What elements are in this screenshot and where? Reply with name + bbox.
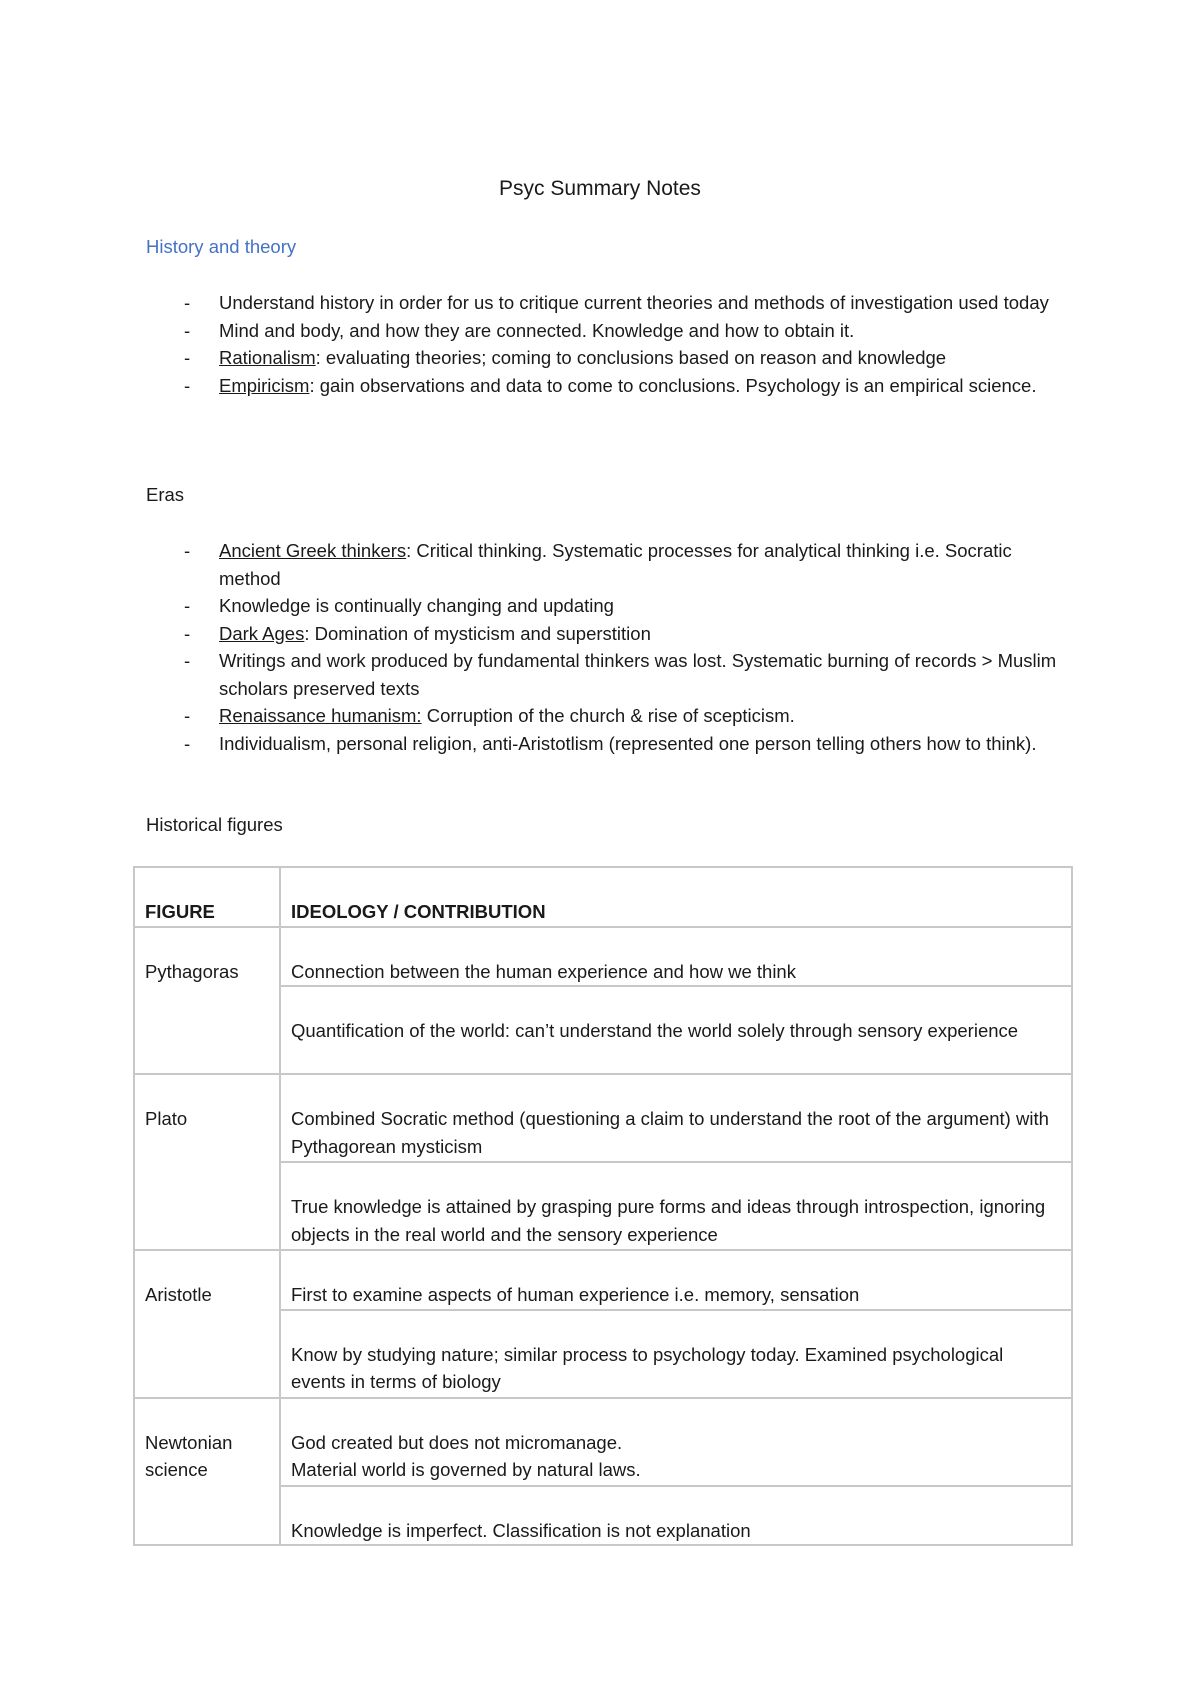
table-header-row: [134, 867, 1072, 927]
contribution-cell: Connection between the human experience and how we think: [280, 927, 1072, 987]
contribution-cell: Quantification of the world: can’t understand the world solely through sensory experience: [280, 986, 1072, 1074]
list-item: - Rationalism: evaluating theories; coming to conclusions based on reason and knowledge: [184, 347, 947, 368]
table-row: [134, 1250, 1072, 1310]
eras-list: [146, 537, 1066, 757]
contribution-cell: First to examine aspects of human experience i.e. memory, sensation: [280, 1250, 1072, 1310]
history-list: [146, 289, 1066, 399]
figure-name: Aristotle: [134, 1250, 280, 1398]
term-empiricism: Empiricism: [219, 374, 310, 396]
term-dark-ages: Dark Ages: [219, 622, 305, 644]
figures-table: [133, 866, 1073, 1546]
list-item: - Dark Ages: Domination of mysticism and superstition: [184, 622, 651, 644]
list-item: - Ancient Greek thinkers: Critical thinking. Systematic processes for analytical thinking i.e. Socratic method: [184, 540, 1012, 589]
list-item: - Knowledge is continually changing and updating: [184, 595, 614, 616]
contribution-cell: True knowledge is attained by grasping pure forms and ideas through introspection, ignoring objects in the real world and the sensory experience: [280, 1162, 1072, 1250]
contribution-cell: Know by studying nature; similar process to psychology today. Examined psychological events in terms of biology: [280, 1310, 1072, 1398]
section-heading-history: History and theory: [146, 236, 297, 257]
figure-name: Newtonian science: [134, 1398, 280, 1546]
list-item: - Empiricism: gain observations and data to come to conclusions. Psychology is an empirical science.: [184, 374, 1037, 396]
table-row: [134, 1398, 1072, 1486]
header-figure: FIGURE: [134, 867, 280, 927]
contribution-cell: God created but does not micromanage. Material world is governed by natural laws.: [280, 1398, 1072, 1486]
term-rationalism: Rationalism: [219, 347, 316, 368]
table-row: [134, 927, 1072, 987]
document-title: Psyc Summary Notes: [499, 177, 701, 200]
list-item: - Individualism, personal religion, anti-Aristotlism (represented one person telling others how to think).: [184, 732, 1037, 754]
list-item: - Renaissance humanism: Corruption of the church & rise of scepticism.: [184, 705, 795, 726]
list-item: - Mind and body, and how they are connected. Knowledge and how to obtain it.: [184, 319, 855, 341]
header-contribution: IDEOLOGY / CONTRIBUTION: [280, 867, 1072, 927]
section-heading-eras: Eras: [146, 484, 185, 505]
contribution-cell: Knowledge is imperfect. Classification is not explanation: [280, 1486, 1072, 1546]
list-item: - Understand history in order for us to critique current theories and methods of investigation used today: [184, 292, 1049, 313]
figure-name: Pythagoras: [134, 927, 280, 1075]
term-renaissance: Renaissance humanism:: [219, 705, 422, 726]
term-ancient-greek: Ancient Greek thinkers: [219, 540, 407, 561]
table-row: [134, 1074, 1072, 1162]
contribution-cell: Combined Socratic method (questioning a claim to understand the root of the argument) with Pythagorean mysticism: [280, 1074, 1072, 1162]
list-item: - Writings and work produced by fundamental thinkers was lost. Systematic burning of records > Muslim scholars preserved texts: [184, 650, 1057, 699]
section-heading-figures: Historical figures: [146, 814, 283, 835]
figure-name: Plato: [134, 1074, 280, 1250]
